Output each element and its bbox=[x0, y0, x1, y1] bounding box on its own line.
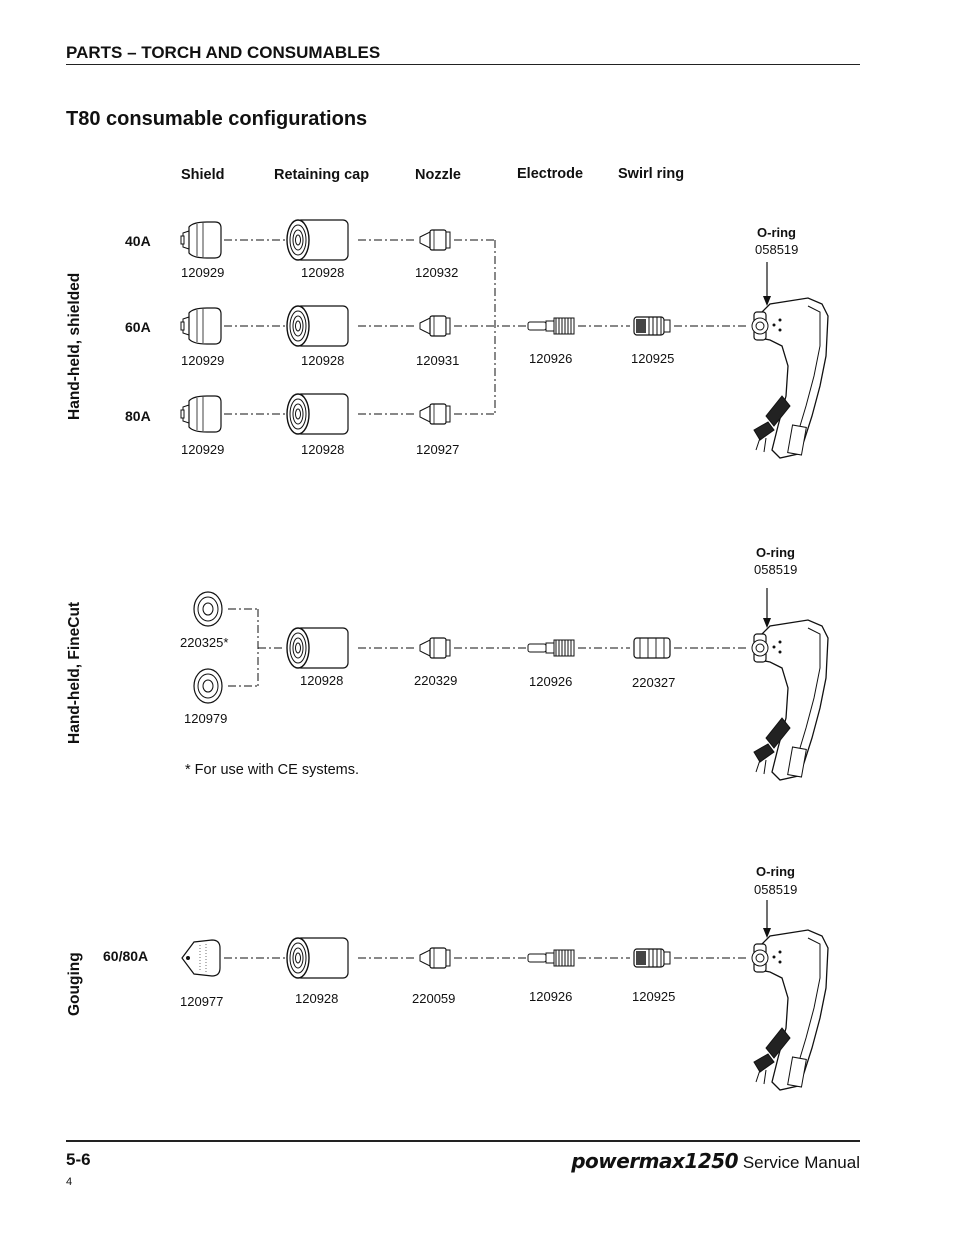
part-number: 120979 bbox=[184, 711, 228, 726]
row-40A bbox=[181, 220, 495, 260]
amp-label: 60A bbox=[125, 319, 151, 335]
retaining-cap-icon bbox=[287, 394, 348, 434]
retaining-cap-icon bbox=[287, 628, 348, 668]
col-swirl-ring: Swirl ring bbox=[618, 166, 685, 182]
shield-icon bbox=[181, 396, 221, 432]
part-number: 120929 bbox=[181, 353, 225, 368]
part-number: 120932 bbox=[415, 265, 459, 280]
part-number: 120977 bbox=[180, 994, 224, 1009]
part-number: 120926 bbox=[529, 989, 573, 1004]
col-retaining-cap: Retaining cap bbox=[274, 167, 370, 183]
shield-icon bbox=[181, 308, 221, 344]
nozzle-icon bbox=[420, 404, 450, 424]
part-number: 220325* bbox=[180, 635, 229, 650]
part-number: 120925 bbox=[632, 989, 676, 1004]
nozzle-icon bbox=[420, 638, 450, 658]
section-label-finecut: Hand-held, FineCut bbox=[66, 601, 83, 744]
electrode-icon bbox=[528, 640, 574, 656]
swirl-ring-icon bbox=[634, 949, 670, 967]
nozzle-icon bbox=[420, 316, 450, 336]
oring-part-number: 058519 bbox=[754, 882, 798, 897]
footnote: * For use with CE systems. bbox=[185, 762, 360, 778]
part-number: 120928 bbox=[295, 991, 339, 1006]
part-number: 120929 bbox=[181, 442, 225, 457]
part-number: 220329 bbox=[414, 673, 458, 688]
footer-title bbox=[571, 1149, 860, 1173]
part-number: 120928 bbox=[300, 673, 344, 688]
retaining-cap-icon bbox=[287, 938, 348, 978]
gouging-shield-icon bbox=[182, 940, 220, 976]
oring-label: O-ring bbox=[756, 545, 795, 560]
manual-label: Service Manual bbox=[742, 1153, 860, 1172]
amp-label: 40A bbox=[125, 233, 151, 249]
oring-label: O-ring bbox=[756, 864, 795, 879]
nozzle-icon bbox=[420, 230, 450, 250]
col-nozzle: Nozzle bbox=[415, 167, 461, 183]
part-number: 220327 bbox=[632, 675, 676, 690]
finecut-shield-a bbox=[194, 592, 222, 626]
part-number: 120926 bbox=[529, 351, 573, 366]
torch-icon bbox=[752, 620, 828, 780]
retaining-cap-icon bbox=[287, 306, 348, 346]
amp-label: 80A bbox=[125, 408, 151, 424]
section-label-shielded: Hand-held, shielded bbox=[66, 272, 83, 420]
swirl-ring-icon bbox=[634, 317, 670, 335]
section-header: PARTS – TORCH AND CONSUMABLES bbox=[66, 43, 381, 62]
swirl-ring-finecut-icon bbox=[634, 638, 670, 658]
row-80A bbox=[181, 394, 495, 434]
footer-rule bbox=[66, 1140, 860, 1142]
part-number: 120931 bbox=[416, 353, 460, 368]
page-title: T80 consumable configurations bbox=[66, 108, 368, 130]
part-number: 120927 bbox=[416, 442, 460, 457]
torch-icon bbox=[752, 298, 828, 458]
part-number: 120928 bbox=[301, 265, 345, 280]
oring-label: O-ring bbox=[757, 225, 796, 240]
part-number: 220059 bbox=[412, 991, 456, 1006]
col-electrode: Electrode bbox=[517, 166, 584, 182]
nozzle-icon bbox=[420, 948, 450, 968]
electrode-icon bbox=[528, 950, 574, 966]
row-60A bbox=[181, 306, 748, 346]
oring-part-number: 058519 bbox=[754, 562, 798, 577]
finecut-shield-b bbox=[194, 669, 222, 703]
torch-icon bbox=[752, 930, 828, 1090]
retaining-cap-icon bbox=[287, 220, 348, 260]
part-number: 120925 bbox=[631, 351, 675, 366]
part-number: 120929 bbox=[181, 265, 225, 280]
page-number: 5-6 bbox=[66, 1150, 91, 1169]
col-shield: Shield bbox=[181, 167, 225, 183]
brand-logo: powermax1250 bbox=[571, 1149, 739, 1173]
amp-label: 60/80A bbox=[103, 948, 149, 964]
section-label-gouging: Gouging bbox=[66, 952, 83, 1016]
oring-part-number: 058519 bbox=[755, 242, 799, 257]
part-number: 120928 bbox=[301, 353, 345, 368]
small-page-number: 4 bbox=[66, 1176, 73, 1188]
electrode-icon bbox=[528, 318, 574, 334]
part-number: 120928 bbox=[301, 442, 345, 457]
shield-icon bbox=[181, 222, 221, 258]
part-number: 120926 bbox=[529, 674, 573, 689]
